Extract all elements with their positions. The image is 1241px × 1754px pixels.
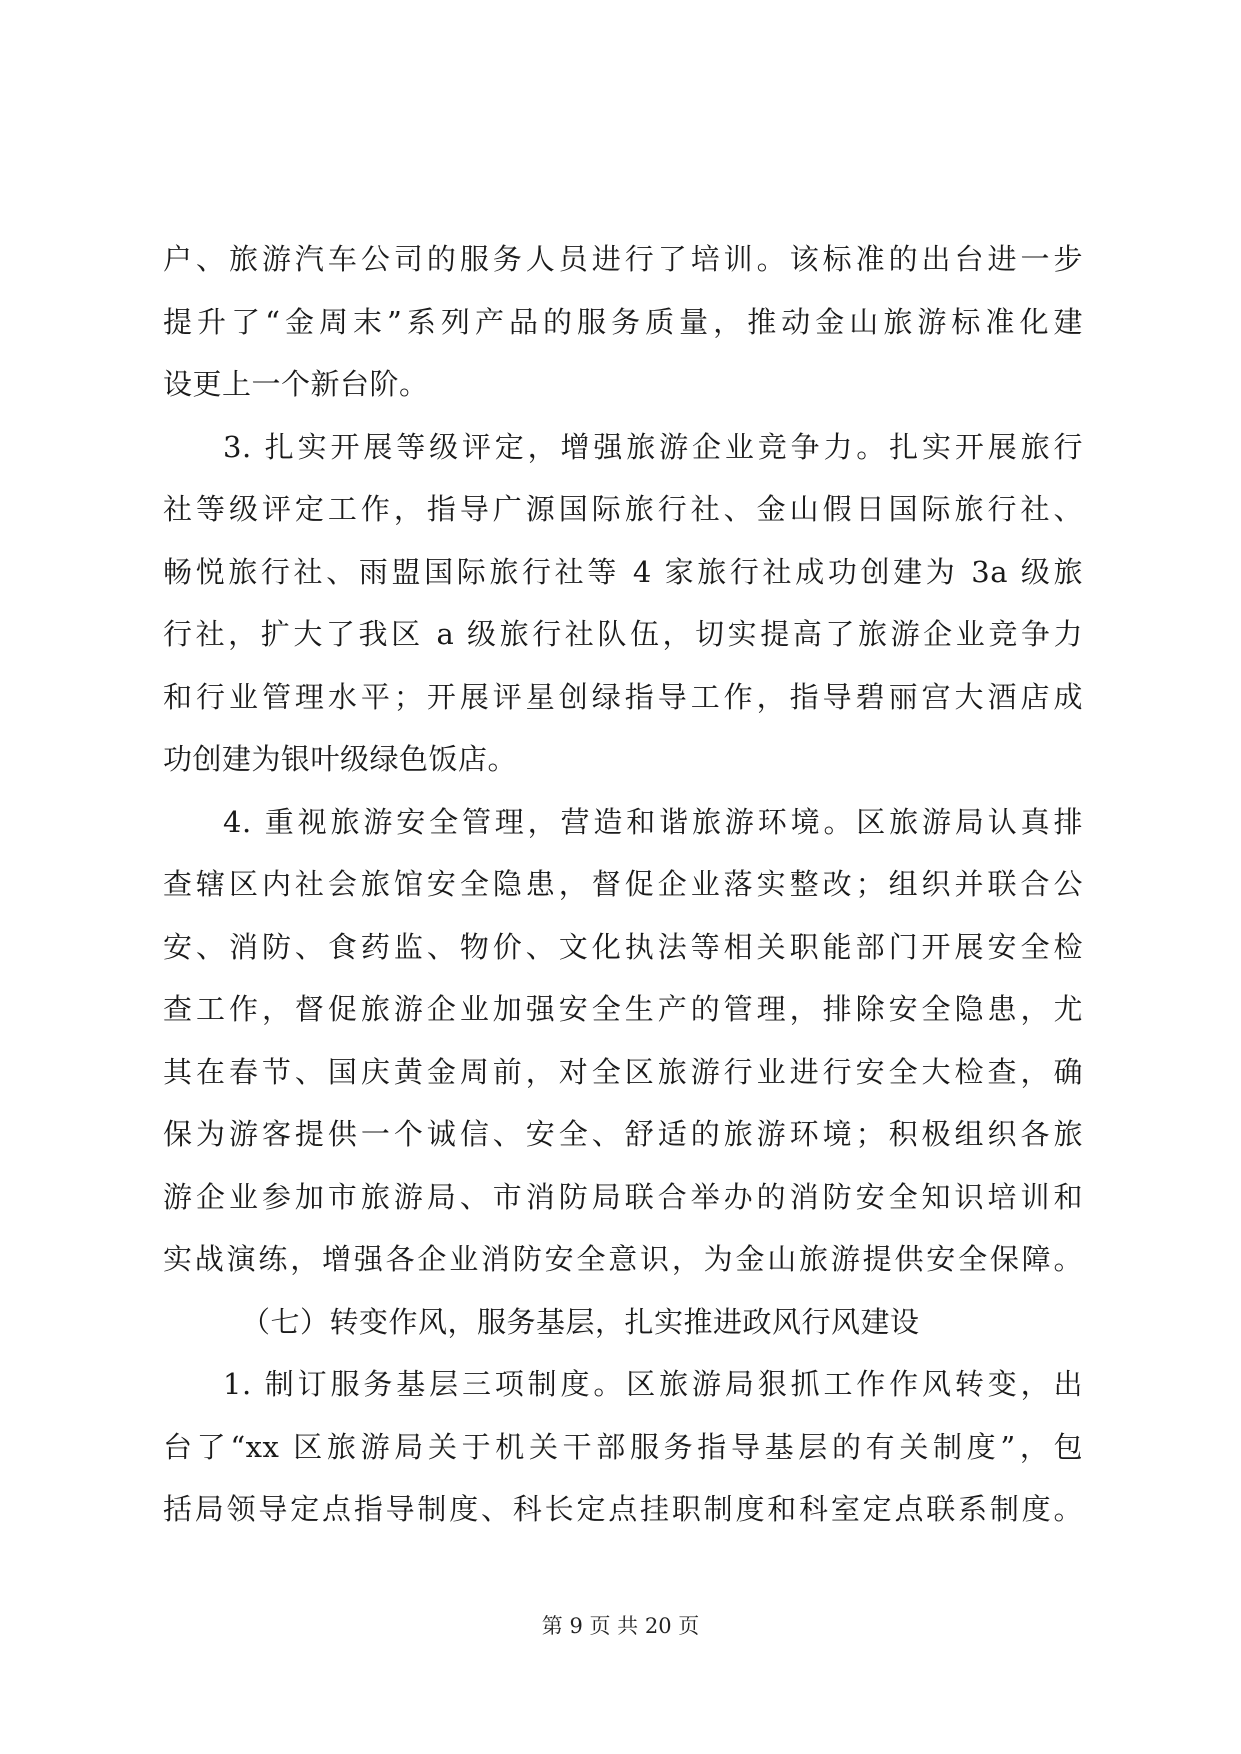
text-line: 畅悦旅行社、雨盟国际旅行社等 4 家旅行社成功创建为 3a 级旅: [163, 554, 1083, 589]
paragraph-4-start: 4. 重视旅游安全管理，营造和谐旅游环境。区旅游局认真排: [223, 804, 1083, 839]
page-footer: 第 9 页 共 20 页: [541, 1614, 700, 1638]
text-line: 其在春节、国庆黄金周前，对全区旅游行业进行安全大检查，确: [163, 1054, 1083, 1089]
paragraph-1-start: 1. 制订服务基层三项制度。区旅游局狠抓工作作风转变，出: [223, 1367, 1083, 1401]
text-line: 保为游客提供一个诚信、安全、舒适的旅游环境；积极组织各旅: [163, 1117, 1083, 1151]
text-line: 和行业管理水平；开展评星创绿指导工作，指导碧丽宫大酒店成: [163, 679, 1083, 714]
text-line: 功创建为银叶级绿色饭店。: [163, 742, 518, 776]
text-line: 台了“xx 区旅游局关于机关干部服务指导基层的有关制度”，包: [163, 1429, 1083, 1464]
text-line: 括局领导定点指导制度、科长定点挂职制度和科室定点联系制度。: [163, 1492, 1083, 1526]
section-heading: （七）转变作风，服务基层，扎实推进政风行风建设: [241, 1304, 920, 1339]
document-body: [163, 228, 1083, 1541]
text-line: 社等级评定工作，指导广源国际旅行社、金山假日国际旅行社、: [163, 492, 1083, 526]
text-line: 设更上一个新台阶。: [163, 367, 429, 401]
text-line: 提升了“金周末”系列产品的服务质量，推动金山旅游标准化建: [163, 304, 1083, 339]
paragraph-3-start: 3. 扎实开展等级评定，增强旅游企业竞争力。扎实开展旅行: [223, 429, 1083, 464]
text-line: 查辖区内社会旅馆安全隐患，督促企业落实整改；组织并联合公: [163, 867, 1083, 901]
text-line: 游企业参加市旅游局、市消防局联合举办的消防安全知识培训和: [163, 1179, 1083, 1214]
text-line: 行社，扩大了我区 a 级旅行社队伍，切实提高了旅游企业竞争力: [163, 617, 1083, 651]
text-line: 查工作，督促旅游企业加强安全生产的管理，排除安全隐患，尤: [163, 992, 1083, 1026]
text-line: 安、消防、食药监、物价、文化执法等相关职能部门开展安全检: [163, 929, 1083, 964]
text-line: 户、旅游汽车公司的服务人员进行了培训。该标准的出台进一步: [163, 242, 1083, 276]
text-line: 实战演练，增强各企业消防安全意识，为金山旅游提供安全保障。: [163, 1242, 1083, 1276]
